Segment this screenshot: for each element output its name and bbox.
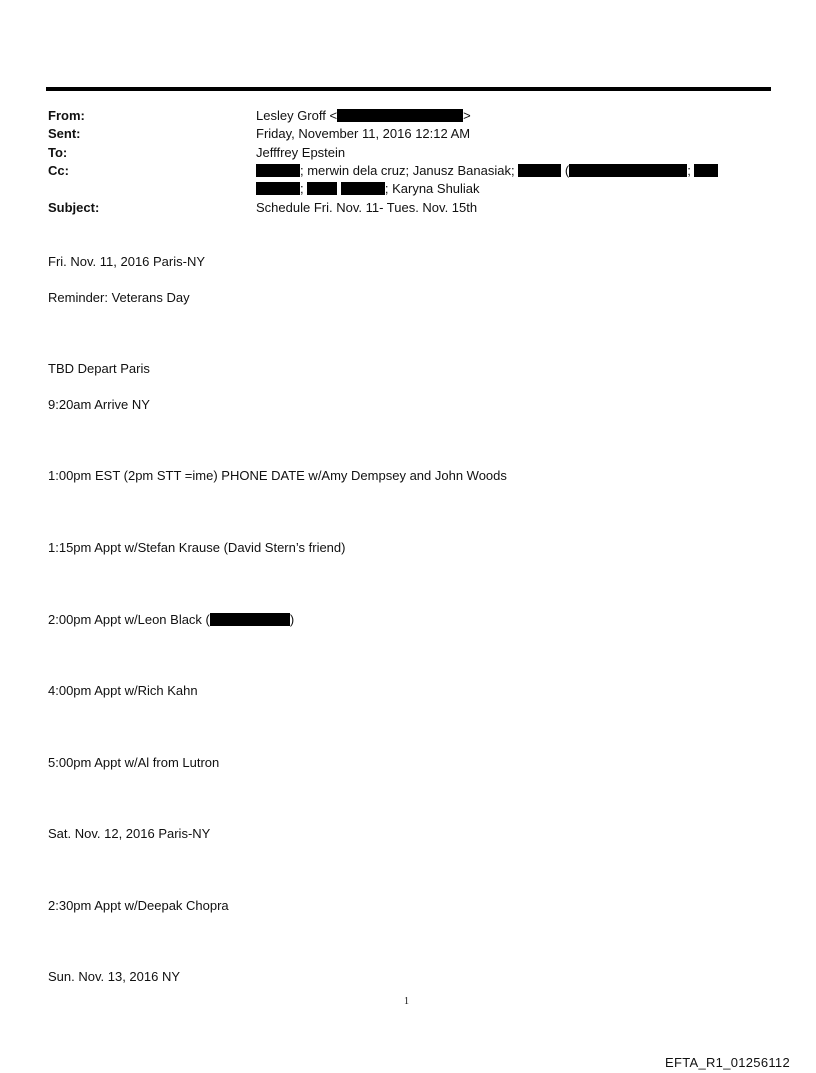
redaction-block — [569, 164, 687, 177]
cc-line-1 — [256, 163, 718, 178]
redaction-block — [210, 613, 290, 626]
cc-text-1a: ; merwin dela cruz; Janusz Banasiak; — [300, 163, 515, 178]
redaction-block — [518, 164, 561, 177]
subject-value: Schedule Fri. Nov. 11- Tues. Nov. 15th — [256, 200, 478, 215]
redaction-block — [341, 182, 385, 195]
to-label: To: — [48, 145, 68, 160]
cc-text-1c: ; — [687, 163, 691, 178]
body-line-depart: TBD Depart Paris — [48, 361, 150, 376]
subject-label: Subject: — [48, 200, 100, 215]
appt-black-text: 2:00pm Appt w/Leon Black ( — [48, 612, 210, 627]
body-line-date-sat: Sat. Nov. 12, 2016 Paris-NY — [48, 826, 211, 841]
body-line-appt-chopra: 2:30pm Appt w/Deepak Chopra — [48, 898, 229, 913]
from-close: > — [463, 108, 471, 123]
header-divider — [46, 87, 771, 91]
cc-text-2b: ; Karyna Shuliak — [384, 181, 480, 196]
redaction-block — [256, 164, 300, 177]
body-line-appt-black — [48, 612, 294, 627]
sent-value: Friday, November 11, 2016 12:12 AM — [256, 126, 471, 141]
body-line-arrive: 9:20am Arrive NY — [48, 397, 150, 412]
body-line-phone-date: 1:00pm EST (2pm STT =ime) PHONE DATE w/Amy Dempsey and John Woods — [48, 468, 507, 483]
cc-line-2 — [256, 181, 480, 196]
redaction-block — [694, 164, 718, 177]
sent-label: Sent: — [48, 126, 81, 141]
from-name: Lesley Groff < — [256, 108, 338, 123]
cc-text-2a: ; — [300, 181, 304, 196]
document-id: EFTA_R1_01256112 — [664, 1055, 790, 1070]
redaction-block — [337, 109, 463, 122]
body-line-appt-lutron: 5:00pm Appt w/Al from Lutron — [48, 755, 220, 770]
from-value — [256, 108, 471, 123]
body-line-reminder: Reminder: Veterans Day — [48, 290, 190, 305]
body-line-date-fri: Fri. Nov. 11, 2016 Paris-NY — [48, 254, 206, 269]
body-line-appt-krause: 1:15pm Appt w/Stefan Krause (David Stern’s friend) — [48, 540, 346, 555]
redaction-block — [256, 182, 300, 195]
cc-text-1b: ( — [564, 163, 570, 178]
body-line-appt-kahn: 4:00pm Appt w/Rich Kahn — [48, 683, 198, 698]
redaction-block — [307, 182, 337, 195]
body-line-date-sun: Sun. Nov. 13, 2016 NY — [48, 969, 181, 984]
to-value: Jefffrey Epstein — [256, 145, 346, 160]
from-label: From: — [48, 108, 85, 123]
page-number: 1 — [404, 996, 409, 1007]
cc-label: Cc: — [48, 163, 69, 178]
appt-black-close: ) — [289, 612, 295, 627]
